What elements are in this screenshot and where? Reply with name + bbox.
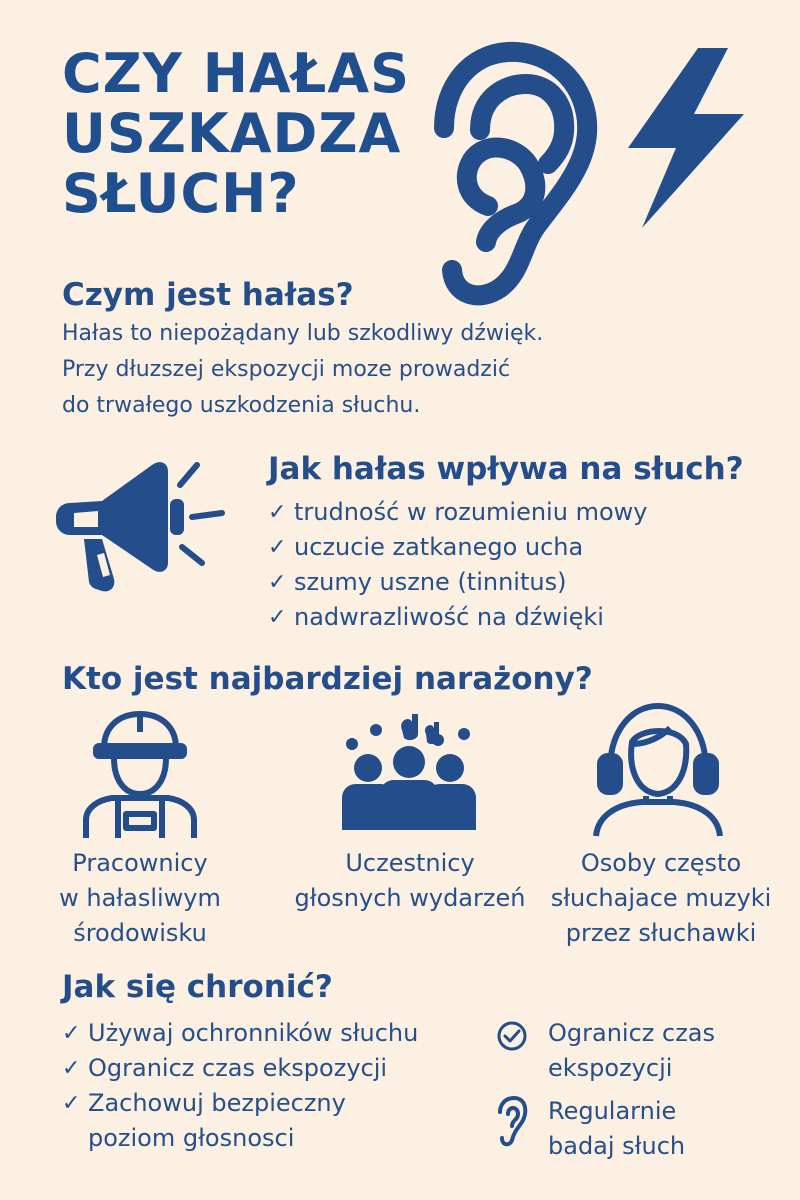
megaphone-icon (52, 455, 232, 595)
paragraph-line: Przy dłuzszej ekspozycji moze prowadzić (62, 357, 511, 382)
section-risk-heading: Kto jest najbardziej narażony? (62, 661, 593, 697)
title-line: CZY HAŁAS (62, 42, 411, 105)
check-circle-icon (496, 1020, 528, 1052)
risk-group-line: Uczestnicy (345, 849, 475, 877)
crowd-music-icon (338, 712, 478, 832)
section-effects-heading: Jak hałas wpływa na słuch? (268, 451, 744, 487)
list-item-label (88, 1086, 346, 1156)
list-item-label: Ogranicz czas ekspozycji (88, 1054, 388, 1082)
risk-group-workers (15, 846, 265, 951)
checkmark-icon: ✓ (62, 1056, 81, 1081)
checkmark-icon: ✓ (268, 500, 287, 525)
list-item (268, 495, 647, 530)
risk-group-line: głosnych wydarzeń (294, 884, 526, 912)
risk-group-line: słuchajace muzyki (550, 884, 772, 912)
list-item-label: Używaj ochronników słuchu (88, 1019, 419, 1047)
list-item (62, 1051, 418, 1086)
page-title (62, 44, 422, 224)
risk-group-line: przez słuchawki (565, 919, 757, 947)
protect-tip-test (548, 1094, 685, 1164)
checkmark-icon: ✓ (268, 605, 287, 630)
worker-helmet-icon (82, 710, 198, 840)
risk-group-line: środowisku (73, 919, 207, 947)
ear-icon (430, 38, 610, 308)
paragraph-line: Hałas to niepożądany lub szkodliwy dźwięk. (62, 321, 544, 346)
list-item (268, 600, 647, 635)
lightning-icon (628, 48, 748, 228)
list-item-label: szumy uszne (tinnitus) (294, 568, 567, 596)
list-item-label: trudność w rozumieniu mowy (294, 498, 648, 526)
protect-list-left (62, 1016, 418, 1156)
tip-line: badaj słuch (548, 1132, 686, 1160)
list-item (268, 565, 647, 600)
list-item-label: uczucie zatkanego ucha (294, 533, 584, 561)
list-item-line: poziom głosnosci (88, 1124, 295, 1152)
title-line: USZKADZA (62, 102, 402, 165)
protect-tip-limit (548, 1016, 715, 1086)
risk-group-headphones (536, 846, 786, 951)
headphones-person-icon (592, 700, 724, 840)
ear-small-icon (496, 1094, 530, 1148)
tip-line: Regularnie (548, 1097, 677, 1125)
list-item (62, 1086, 418, 1156)
checkmark-icon: ✓ (62, 1091, 81, 1116)
section-protect-heading: Jak się chronić? (62, 969, 333, 1005)
list-item (62, 1016, 418, 1051)
tip-line: ekspozycji (548, 1054, 673, 1082)
list-item-label: nadwrazliwość na dźwięki (294, 603, 604, 631)
tip-line: Ogranicz czas (548, 1019, 716, 1047)
list-item-line: Zachowuj bezpieczny (88, 1089, 346, 1117)
checkmark-icon: ✓ (268, 570, 287, 595)
risk-group-events (285, 846, 535, 916)
paragraph-line: do trwałego uszkodzenia słuchu. (62, 393, 421, 418)
section-what-text (62, 316, 543, 424)
risk-group-line: w hałasliwym (59, 884, 221, 912)
section-what-heading: Czym jest hałas? (62, 277, 354, 313)
risk-group-line: Pracownicy (72, 849, 208, 877)
risk-group-line: Osoby często (580, 849, 742, 877)
list-item (268, 530, 647, 565)
checkmark-icon: ✓ (268, 535, 287, 560)
checkmark-icon: ✓ (62, 1021, 81, 1046)
effects-list (268, 495, 647, 635)
title-line: SŁUCH? (62, 162, 300, 225)
